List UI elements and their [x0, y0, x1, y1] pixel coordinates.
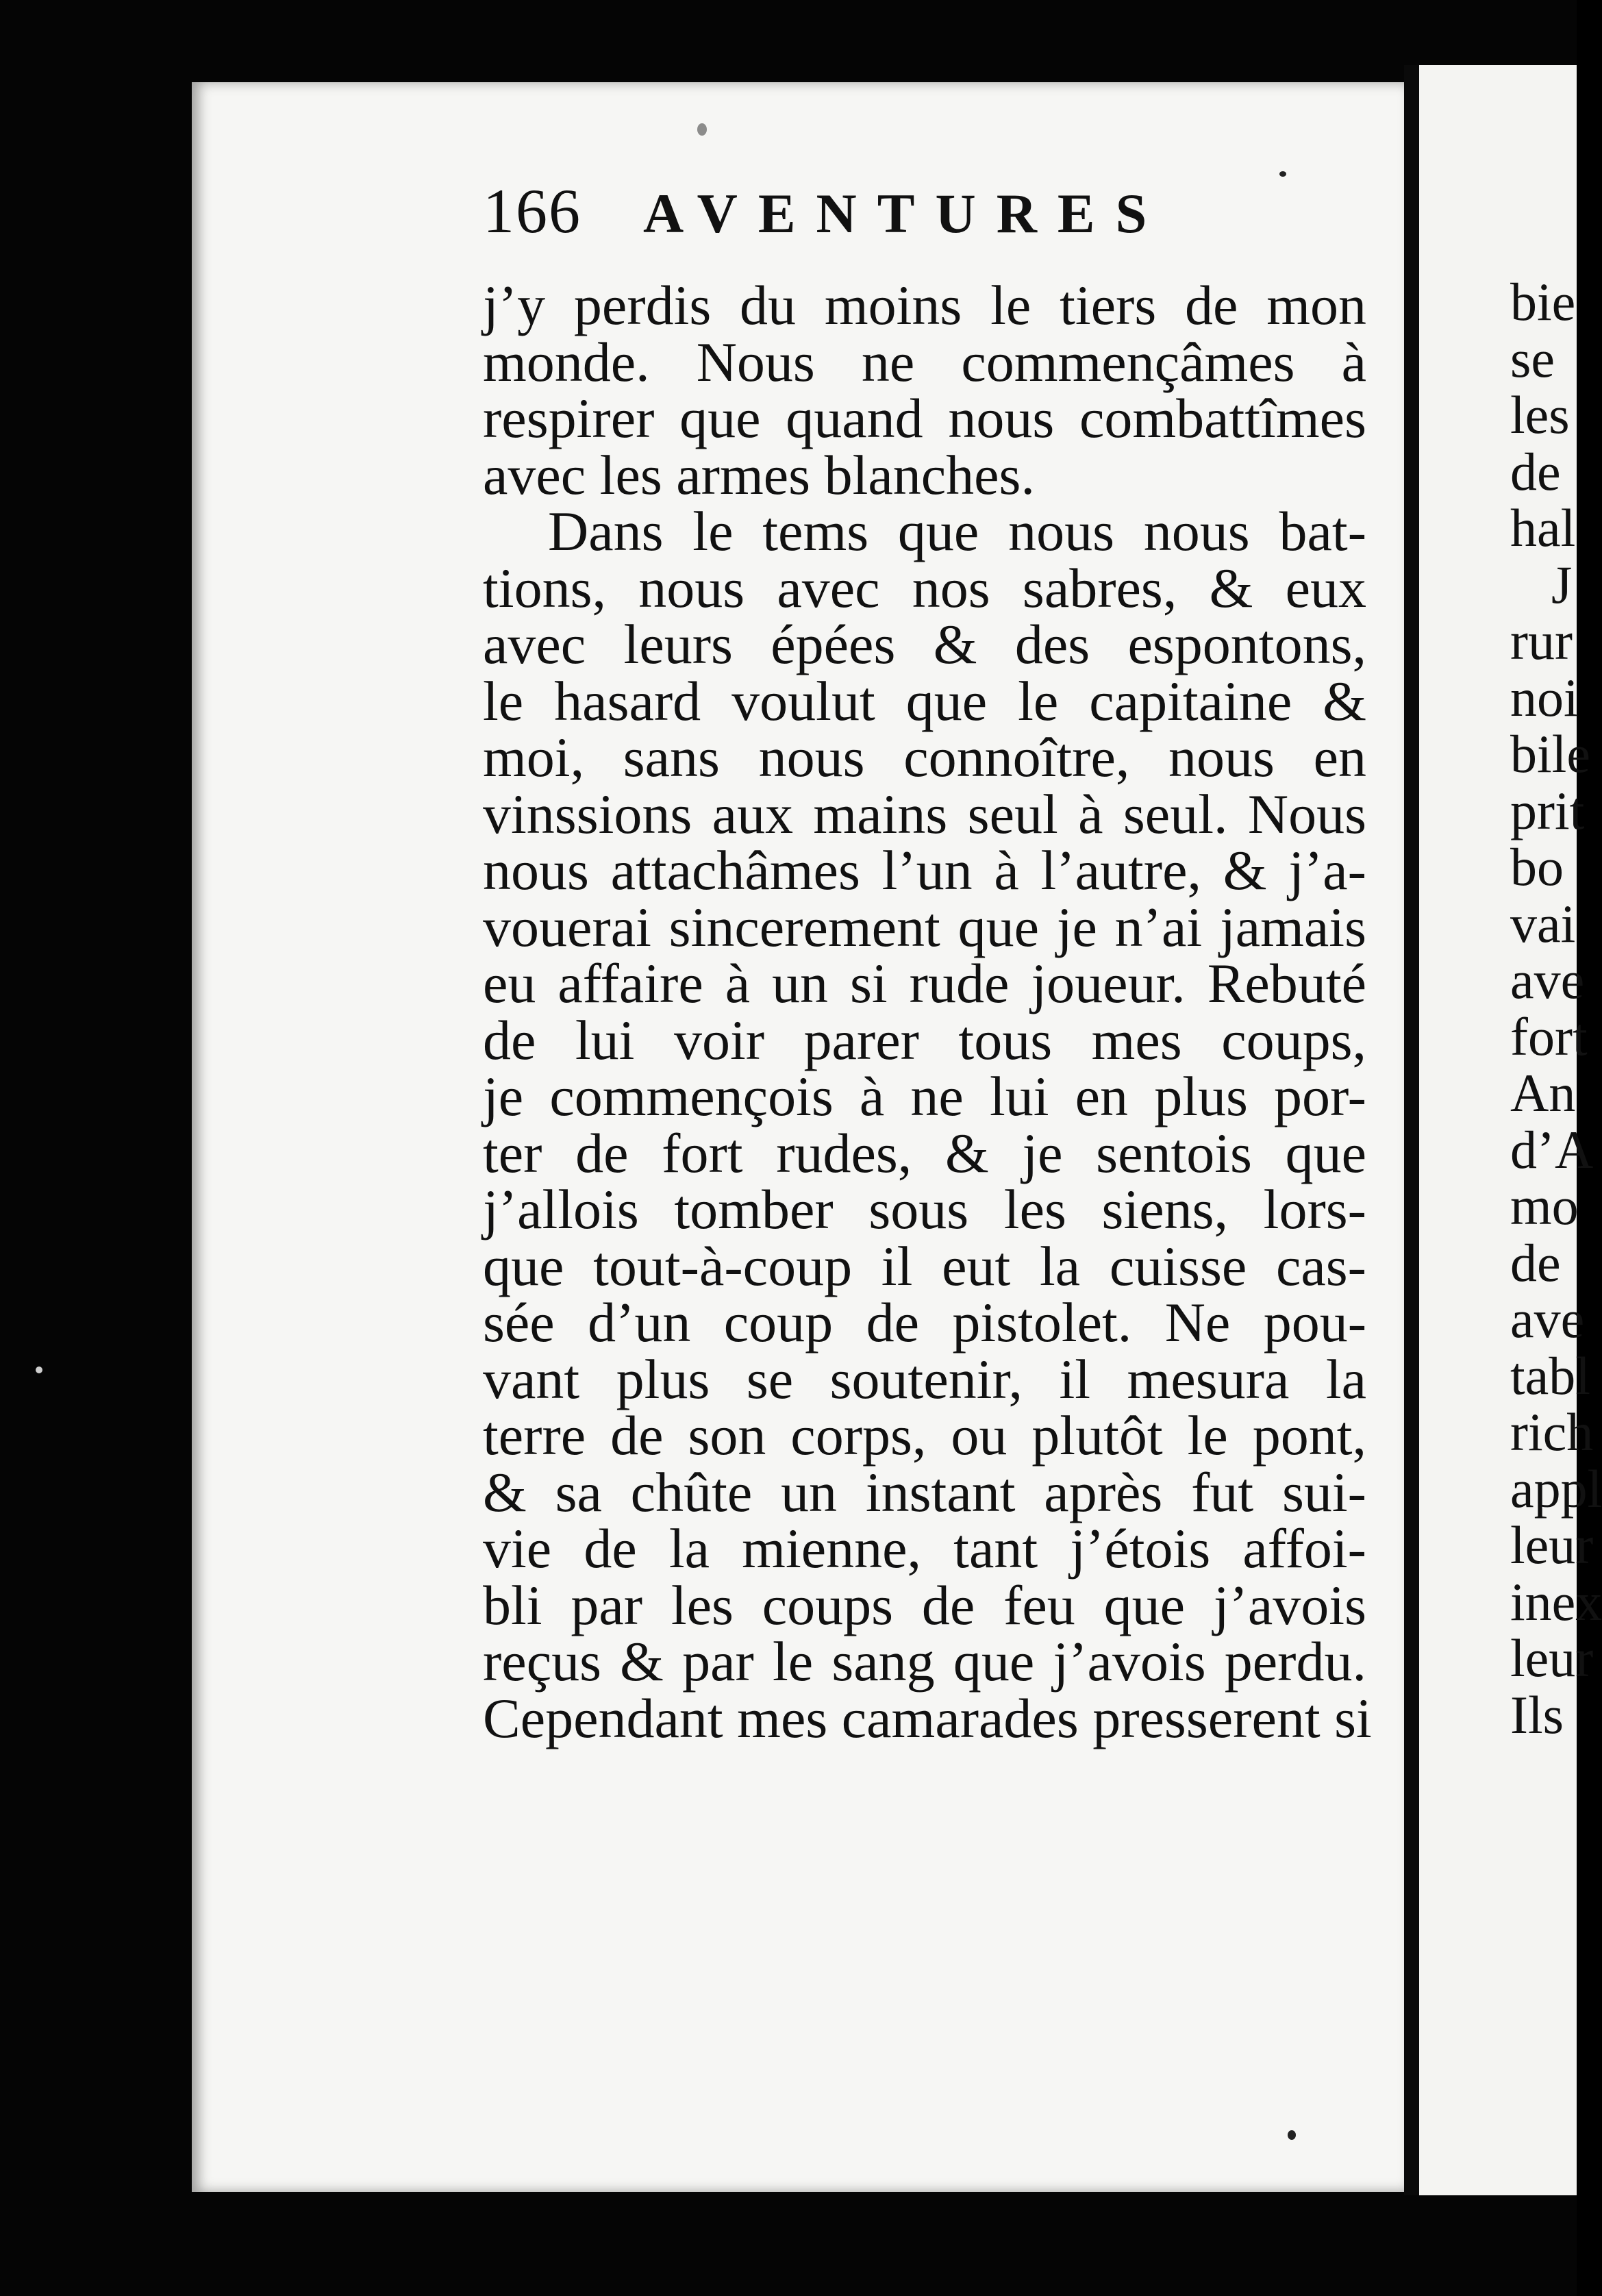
- text-line: vant plus se soutenir, il mesura la: [483, 1347, 1366, 1410]
- right-text-line: leur: [1510, 1515, 1594, 1575]
- right-text-line: rur: [1510, 611, 1573, 671]
- right-text-line: tabl: [1510, 1345, 1590, 1406]
- right-text-line: bo: [1510, 837, 1564, 897]
- right-text-line: rich: [1510, 1402, 1594, 1462]
- text-line: je commençois à ne lui en plus por-: [483, 1065, 1366, 1127]
- right-text-line: de: [1510, 441, 1561, 501]
- body-text: [483, 274, 1372, 1749]
- right-page-text: [1510, 274, 1602, 1743]
- text-line: terre de son corps, ou plutôt le pont,: [483, 1404, 1366, 1467]
- text-line: le hasard voulut que le capitaine &: [483, 669, 1366, 732]
- right-text-line: ave: [1510, 1289, 1585, 1349]
- right-text-line: appl: [1510, 1458, 1602, 1519]
- right-text-line: J: [1551, 554, 1573, 614]
- text-line: j’allois tomber sous les siens, lors-: [483, 1178, 1366, 1240]
- right-text-line: ave: [1510, 950, 1585, 1010]
- text-line: que tout-à-coup il eut la cuisse cas-: [483, 1234, 1366, 1297]
- right-text-line: se: [1510, 328, 1555, 388]
- text-line: avec leurs épées & des espontons,: [483, 613, 1366, 675]
- page-gutter: [1404, 65, 1419, 2195]
- text-line: vinssions aux mains seul à seul. Nous: [483, 782, 1366, 845]
- text-line: avec les armes blanches.: [483, 443, 1035, 506]
- text-line: vouerai sincerement que je n’ai jamais: [483, 895, 1366, 958]
- ink-speck: [36, 1367, 42, 1373]
- text-line: Cependant mes camarades presserent si: [483, 1686, 1372, 1749]
- running-title: AVENTURES: [643, 182, 1168, 245]
- right-text-line: bie: [1510, 272, 1576, 332]
- right-text-line: prit: [1510, 780, 1585, 840]
- text-line: & sa chûte un instant après fut sui-: [483, 1460, 1366, 1523]
- text-line: respirer que quand nous combattîmes: [483, 387, 1366, 449]
- text-line: vie de la mienne, tant j’étois affoi-: [483, 1517, 1366, 1580]
- right-text-line: de: [1510, 1232, 1561, 1293]
- ink-speck: [1279, 171, 1286, 177]
- text-line: nous attachâmes l’un à l’autre, & j’a-: [483, 839, 1366, 901]
- right-text-line: An: [1510, 1063, 1576, 1123]
- page-number: 166: [483, 176, 581, 246]
- right-text-line: Ils: [1510, 1684, 1564, 1745]
- text-line: reçus & par le sang que j’avois perdu.: [483, 1630, 1366, 1693]
- running-head: [483, 175, 1167, 257]
- right-text-line: les: [1510, 385, 1570, 445]
- right-text-line: noi: [1510, 667, 1579, 727]
- right-text-line: vai: [1510, 893, 1576, 953]
- text-line: tions, nous avec nos sabres, & eux: [483, 556, 1366, 619]
- text-line: monde. Nous ne commençâmes à: [483, 330, 1366, 393]
- right-text-line: fort: [1510, 1006, 1588, 1066]
- right-text-line: mo: [1510, 1176, 1579, 1236]
- text-line: ter de fort rudes, & je sentois que: [483, 1121, 1366, 1184]
- ink-speck: [697, 123, 707, 136]
- text-line: eu affaire à un si rude joueur. Rebuté: [483, 952, 1366, 1014]
- text-line: sée d’un coup de pistolet. Ne pou-: [483, 1291, 1366, 1353]
- text-line: Dans le tems que nous nous bat-: [548, 500, 1366, 562]
- right-text-line: d’A: [1510, 1119, 1594, 1180]
- text-line: bli par les coups de feu que j’avois: [483, 1573, 1366, 1636]
- right-text-line: inex: [1510, 1571, 1602, 1632]
- text-line: moi, sans nous connoître, nous en: [483, 726, 1366, 788]
- ink-speck: [1288, 2130, 1296, 2140]
- text-line: de lui voir parer tous mes coups,: [483, 1008, 1366, 1071]
- right-text-line: bile: [1510, 724, 1590, 784]
- right-text-line: leur: [1510, 1628, 1594, 1688]
- text-line: j’y perdis du moins le tiers de mon: [483, 274, 1366, 336]
- right-text-line: hal: [1510, 498, 1576, 558]
